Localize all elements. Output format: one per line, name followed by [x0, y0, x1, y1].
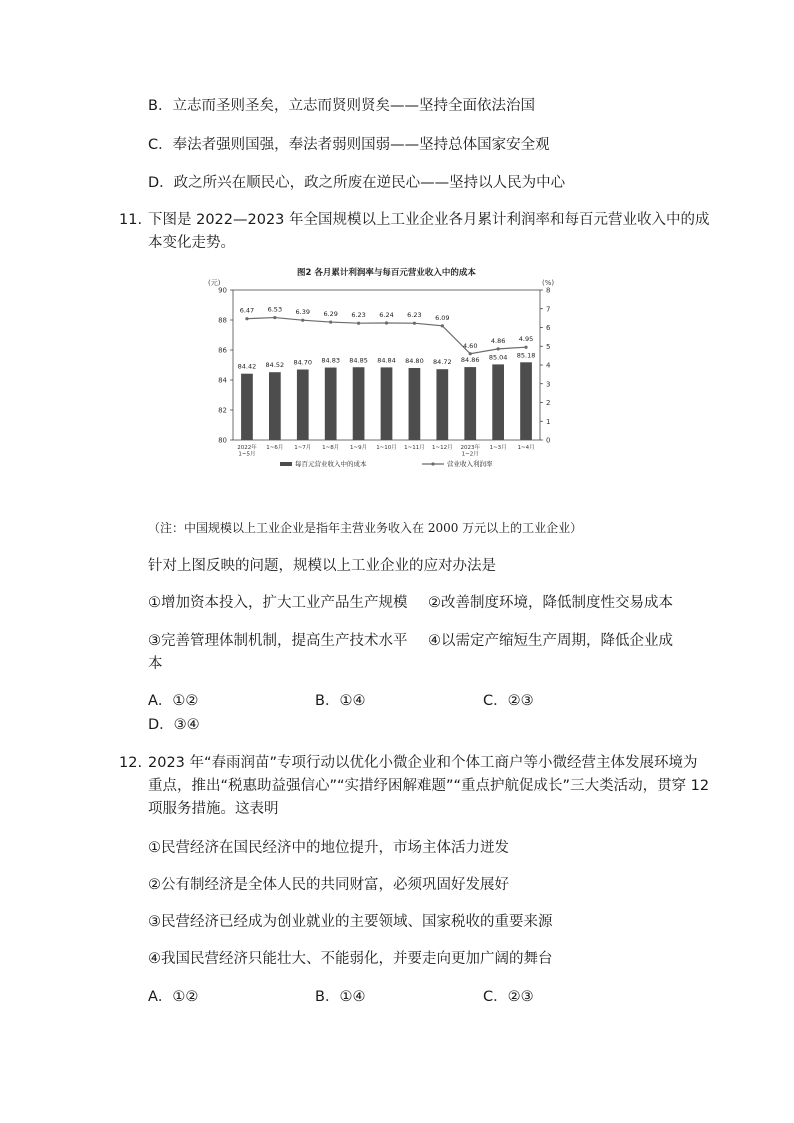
- q10-option-b: B．立志而圣则圣矣，立志而贤则贤矣——坚持全面依法治国: [148, 98, 535, 114]
- left-tick-label: 82: [218, 406, 227, 415]
- x-tick-label: 2023年 1~2月: [460, 445, 480, 458]
- chart-title: 图2 各月累计利润率与每百元营业收入中的成本: [297, 268, 476, 278]
- left-tick-label: 80: [218, 436, 227, 445]
- legend-line-label: 营业收入利润率: [447, 460, 493, 468]
- bar-data-label: 84.52: [265, 361, 285, 370]
- line-data-label: 6.29: [323, 310, 338, 319]
- bar: [409, 368, 421, 440]
- line-point: [357, 322, 360, 325]
- bar: [492, 364, 504, 440]
- x-tick-label: 1~8月: [322, 445, 340, 451]
- q11-statement-4-cont: 本: [148, 656, 163, 672]
- line-point: [469, 352, 472, 355]
- q11-statement-2: ②改善制度环境，降低制度性交易成本: [428, 595, 673, 611]
- bar-data-label: 84.84: [377, 356, 396, 365]
- bar: [436, 369, 448, 440]
- line-point: [497, 347, 500, 350]
- x-tick-label: 1~7月: [294, 445, 312, 451]
- legend-bar-swatch: [280, 462, 292, 466]
- q11-note: （注：中国规模以上工业企业是指年主营业务收入在 2000 万元以上的工业企业）: [148, 521, 583, 535]
- bar: [269, 372, 281, 440]
- left-axis-unit: (元): [208, 279, 221, 287]
- q12-statement-2: ②公有制经济是全体人民的共同财富，必须巩固好发展好: [148, 877, 509, 893]
- line-point: [441, 324, 444, 327]
- line-point: [385, 321, 388, 324]
- q12-stem-line2: 重点，推出“税惠助益强信心”“实措纾困解难题”“重点护航促成长”三大类活动，贯穿 12: [148, 778, 710, 794]
- line-data-label: 6.47: [239, 306, 255, 315]
- q11-stem-line1: 下图是 2022—2023 年全国规模以上工业企业各月累计利润率和每百元营业收入中的成: [148, 212, 710, 228]
- left-tick-label: 86: [218, 346, 227, 355]
- right-tick-label: 2: [546, 399, 551, 407]
- right-tick-label: 5: [546, 342, 551, 351]
- x-tick-label: 1~4月: [517, 445, 535, 451]
- line-data-label: 6.24: [379, 311, 394, 319]
- q11-statement-3: ③完善管理体制机制，提高生产技术水平: [148, 633, 408, 649]
- q12-stem-line3: 项服务措施。这表明: [148, 801, 279, 817]
- q11-choice-d: D．③④: [148, 717, 200, 733]
- line-point: [524, 346, 527, 349]
- line-point: [273, 316, 276, 319]
- q12-number: 12.: [119, 755, 143, 771]
- q12-choice-a: A．①②: [148, 989, 199, 1005]
- q11-choice-c: C．②③: [483, 693, 534, 709]
- line-point: [329, 320, 332, 323]
- bar-data-label: 84.70: [293, 358, 313, 367]
- q12-statement-4: ④我国民营经济只能壮大、不能弱化，并要走向更加广阔的舞台: [148, 951, 553, 967]
- bar: [325, 368, 337, 440]
- line-data-label: 6.39: [295, 308, 311, 317]
- line-data-label: 4.95: [518, 335, 534, 344]
- bar-data-label: 85.18: [516, 351, 536, 360]
- q12-statement-3: ③民营经济已经成为创业就业的主要领域、国家税收的重要来源: [148, 914, 553, 930]
- bar: [353, 367, 365, 440]
- right-axis-unit: (%): [542, 279, 555, 287]
- profit-cost-chart: [200, 263, 572, 478]
- q12-statement-1: ①民营经济在国民经济中的地位提升，市场主体活力迸发: [148, 840, 509, 856]
- x-tick-label: 1~9月: [350, 445, 368, 451]
- legend-bar-label: 每百元营业收入中的成本: [295, 460, 367, 468]
- q11-statement-4: ④以需定产缩短生产周期，降低企业成: [428, 633, 673, 649]
- bar-data-label: 84.85: [349, 356, 368, 365]
- bar: [381, 367, 393, 440]
- right-tick-label: 0: [546, 436, 551, 445]
- bar: [464, 367, 476, 440]
- right-tick-label: 1: [546, 417, 551, 426]
- bar-data-label: 85.04: [488, 353, 508, 362]
- bar-data-label: 84.80: [405, 357, 424, 365]
- left-tick-label: 88: [218, 316, 227, 325]
- legend-line-marker: [431, 462, 434, 465]
- left-tick-label: 84: [218, 376, 227, 385]
- left-tick-label: 90: [218, 286, 227, 295]
- q12-choice-b: B．①④: [315, 989, 366, 1005]
- x-tick-label: 1~12月: [432, 445, 453, 451]
- bar: [241, 374, 253, 440]
- right-tick-label: 4: [546, 361, 551, 370]
- x-tick-label: 1~10月: [376, 445, 397, 451]
- line-data-label: 6.23: [407, 311, 422, 320]
- q11-number: 11.: [119, 212, 143, 228]
- q10-option-c: C．奉法者强则国强，奉法者弱则国弱——坚持总体国家安全观: [148, 137, 550, 153]
- line-data-label: 6.53: [267, 305, 283, 314]
- x-tick-label: 1~6月: [266, 445, 284, 451]
- bar-data-label: 84.83: [321, 356, 340, 365]
- right-tick-label: 7: [546, 305, 551, 314]
- q10-option-d: D．政之所兴在顺民心，政之所废在逆民心——坚持以人民为中心: [148, 175, 566, 191]
- x-tick-label: 2022年 1~5月: [237, 445, 257, 458]
- bar: [297, 370, 309, 441]
- bar-data-label: 84.86: [460, 356, 480, 365]
- q11-question: 针对上图反映的问题，规模以上工业企业的应对办法是: [148, 558, 496, 574]
- bar-data-label: 84.42: [237, 362, 257, 371]
- line-point: [301, 319, 304, 322]
- line-data-label: 6.23: [351, 311, 366, 320]
- line-data-label: 6.09: [435, 313, 450, 322]
- line-data-label: 4.86: [490, 336, 506, 345]
- line-data-label: 4.60: [462, 341, 478, 350]
- x-tick-label: 1~11月: [404, 445, 425, 451]
- right-tick-label: 8: [546, 286, 551, 295]
- right-tick-label: 6: [546, 324, 551, 332]
- bar: [520, 362, 532, 440]
- q11-choice-b: B．①④: [315, 693, 366, 709]
- x-tick-label: 1~3月: [489, 445, 507, 451]
- line-point: [245, 317, 248, 320]
- q12-stem-line1: 2023 年“春雨润苗”专项行动以优化小微企业和个体工商户等小微经营主体发展环境为: [148, 755, 698, 771]
- q11-statement-1: ①增加资本投入，扩大工业产品生产规模: [148, 595, 408, 611]
- bar-data-label: 84.72: [433, 358, 452, 367]
- q11-choice-a: A．①②: [148, 693, 199, 709]
- q12-choice-c: C．②③: [483, 989, 534, 1005]
- q11-stem-line2: 本变化走势。: [148, 235, 235, 251]
- line-point: [413, 322, 416, 325]
- right-tick-label: 3: [546, 380, 551, 389]
